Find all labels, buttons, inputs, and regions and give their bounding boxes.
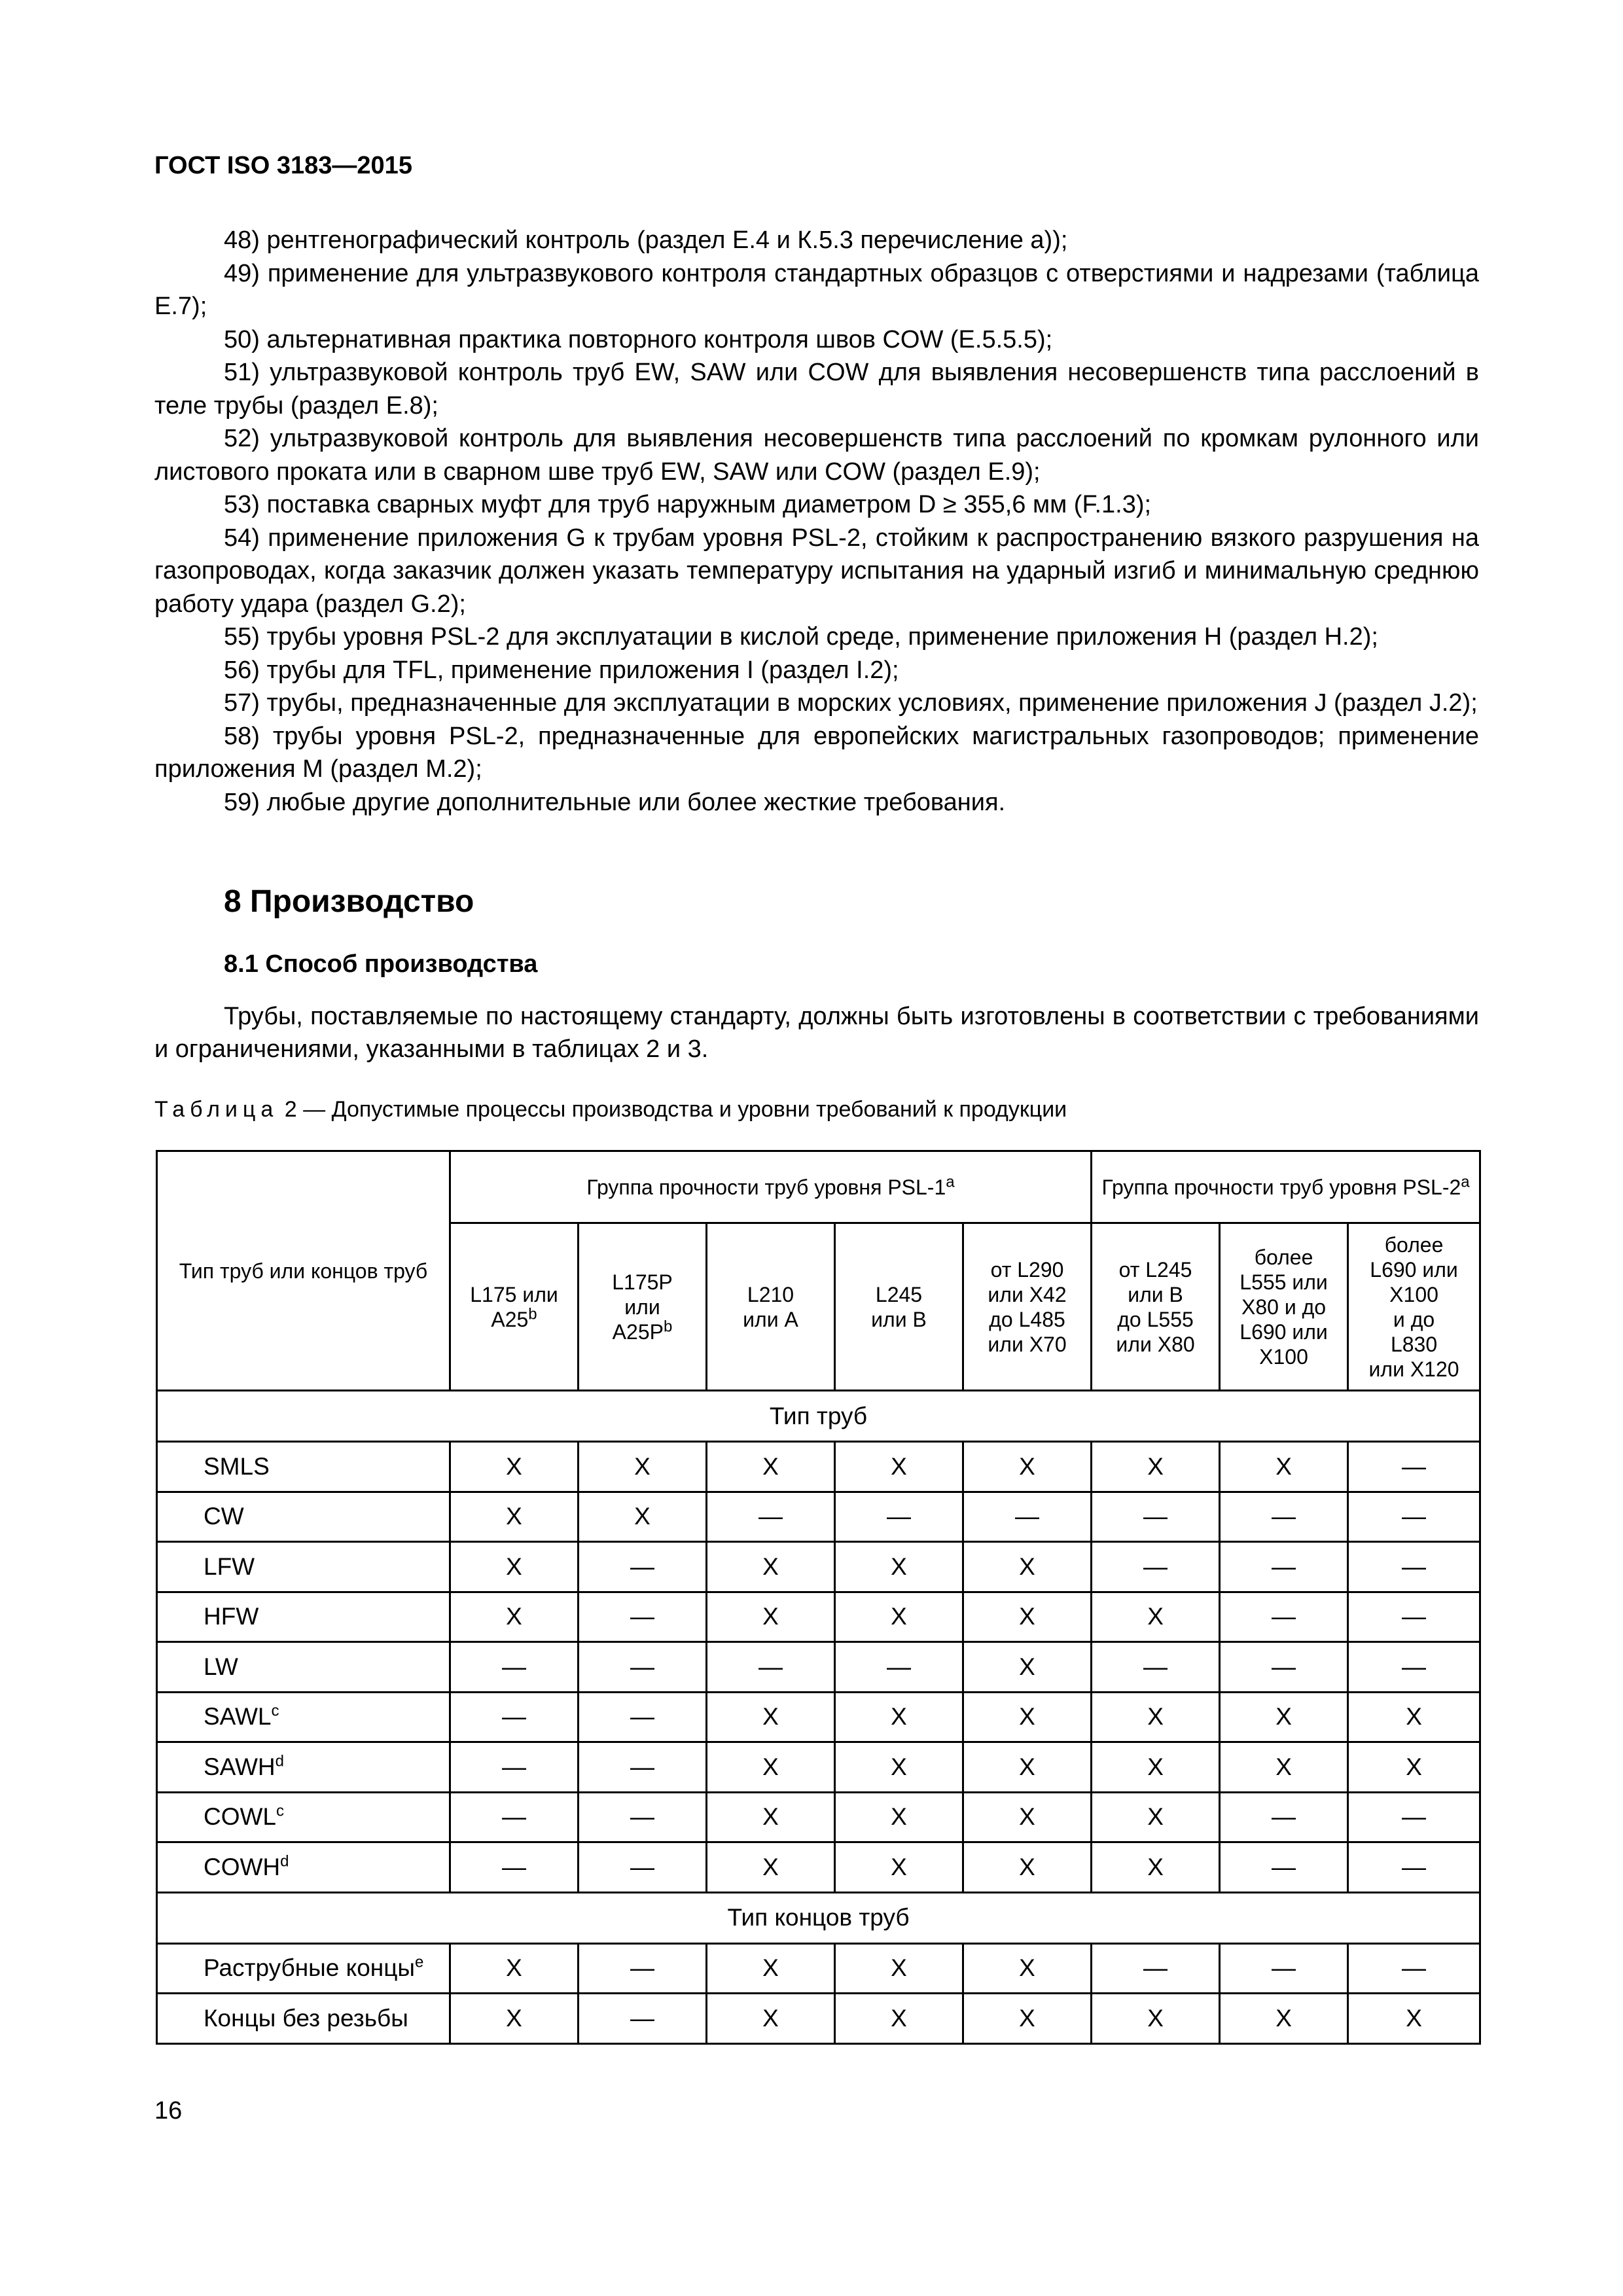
table-cell: — bbox=[1348, 1792, 1480, 1842]
table-cell: X bbox=[1092, 1592, 1220, 1642]
table-caption bbox=[154, 1097, 1067, 1122]
table-cell: — bbox=[835, 1642, 963, 1693]
column-header-line: или X42 bbox=[988, 1282, 1067, 1306]
column-header-line: L555 или bbox=[1240, 1270, 1328, 1294]
table-cell: X bbox=[963, 1792, 1092, 1842]
table-cell: X bbox=[450, 1592, 579, 1642]
table-cell: X bbox=[835, 1943, 963, 1994]
table-cell: — bbox=[450, 1842, 579, 1893]
table-cell: — bbox=[579, 1742, 707, 1793]
strength-column-header bbox=[707, 1223, 835, 1391]
table-cell: X bbox=[963, 1943, 1092, 1994]
table-cell: — bbox=[579, 1592, 707, 1642]
row-footnote: c bbox=[271, 1702, 279, 1720]
footnote-a: a bbox=[946, 1172, 955, 1191]
table-cell: X bbox=[963, 1642, 1092, 1693]
table-cell: — bbox=[1348, 1592, 1480, 1642]
table-row bbox=[157, 1692, 1480, 1742]
list-item: 53) поставка сварных муфт для труб наружным диаметром D ≥ 355,6 мм (F.1.3); bbox=[224, 491, 1152, 518]
table-cell: X bbox=[1348, 1692, 1480, 1742]
table-cell: X bbox=[707, 1792, 835, 1842]
document-header: ГОСТ ISO 3183—2015 bbox=[154, 152, 412, 179]
list-item: 57) трубы, предназначенные для эксплуатации в морских условиях, применение приложения J (раздел J.2); bbox=[224, 689, 1478, 717]
table-cell: — bbox=[1348, 1842, 1480, 1893]
table-row bbox=[157, 1642, 1480, 1693]
row-name-cell: SAWL$^c$ bbox=[157, 1692, 450, 1742]
row-name-cell: COWH$^d$ bbox=[157, 1842, 450, 1893]
column-header-line: или X80 bbox=[1116, 1332, 1195, 1356]
table-cell: X bbox=[450, 1994, 579, 2044]
table-cell: X bbox=[835, 1742, 963, 1793]
table-cell: X bbox=[1220, 1742, 1348, 1793]
table-cell: — bbox=[1220, 1792, 1348, 1842]
table-row bbox=[157, 1994, 1480, 2044]
table-cell: X bbox=[1092, 1792, 1220, 1842]
table-cell: — bbox=[1092, 1492, 1220, 1542]
table-cell: X bbox=[835, 1792, 963, 1842]
table-cell: — bbox=[1220, 1542, 1348, 1592]
table-cell: X bbox=[1348, 1994, 1480, 2044]
column-header-line: L690 или bbox=[1240, 1319, 1328, 1344]
table-group-row: Тип концов труб bbox=[157, 1892, 1480, 1943]
table-cell: — bbox=[450, 1692, 579, 1742]
column-header-line: или bbox=[624, 1295, 660, 1319]
table-cell: — bbox=[450, 1742, 579, 1793]
psl2-group-header bbox=[1092, 1151, 1480, 1223]
table-cell: X bbox=[450, 1943, 579, 1994]
table-row bbox=[157, 1592, 1480, 1642]
table-cell: X bbox=[1092, 1692, 1220, 1742]
strength-column-header bbox=[1092, 1223, 1220, 1391]
table-row bbox=[157, 1943, 1480, 1994]
column-header-line: X100 bbox=[1389, 1282, 1438, 1306]
column-header-line: до L485 bbox=[989, 1307, 1065, 1331]
table-cell: — bbox=[1220, 1492, 1348, 1542]
list-item: 56) трубы для TFL, применение приложения I (раздел I.2); bbox=[224, 656, 899, 684]
strength-column-header bbox=[1220, 1223, 1348, 1391]
column-header-line: $A25P^b$ bbox=[612, 1317, 673, 1344]
table-cell: X bbox=[835, 1442, 963, 1492]
psl1-group-header bbox=[450, 1151, 1092, 1223]
table-cell: X bbox=[963, 1842, 1092, 1893]
table-cell: — bbox=[1220, 1592, 1348, 1642]
column-header-line: L830 bbox=[1390, 1332, 1438, 1356]
table-cell: — bbox=[1220, 1642, 1348, 1693]
column-header-line: более bbox=[1254, 1245, 1313, 1269]
table-row bbox=[157, 1792, 1480, 1842]
list-item: 52) ультразвуковой контроль для выявления несовершенств типа расслоений по кромкам рулонного или листового проката или в сварном шве труб EW, SAW или COW (раздел Е.9); bbox=[154, 425, 1479, 486]
table-cell: — bbox=[579, 1943, 707, 1994]
strength-column-header bbox=[835, 1223, 963, 1391]
row-name-cell: Раструбные концы$^e$ bbox=[157, 1943, 450, 1994]
table-cell: X bbox=[1220, 1692, 1348, 1742]
table-cell: — bbox=[1220, 1842, 1348, 1893]
table-cell: X bbox=[1092, 1742, 1220, 1793]
table-cell: — bbox=[1348, 1492, 1480, 1542]
table-cell: X bbox=[963, 1994, 1092, 2044]
table-cell: — bbox=[450, 1642, 579, 1693]
column-header-line: или B bbox=[1128, 1282, 1183, 1306]
table-cell: X bbox=[707, 1592, 835, 1642]
table-cell: — bbox=[707, 1642, 835, 1693]
table-cell: — bbox=[1348, 1442, 1480, 1492]
column-header-line: или B bbox=[871, 1307, 927, 1331]
intro-paragraph: Трубы, поставляемые по настоящему стандарту, должны быть изготовлены в соответствии с требованиями и ограничениями, указанными в таблицах 2 и 3. bbox=[154, 1003, 1479, 1063]
table-cell: X bbox=[1092, 1994, 1220, 2044]
table-cell: X bbox=[707, 1994, 835, 2044]
table-cell: X bbox=[450, 1442, 579, 1492]
table-cell: — bbox=[835, 1492, 963, 1542]
table-cell: X bbox=[835, 1692, 963, 1742]
table-cell: X bbox=[707, 1742, 835, 1793]
row-footnote: e bbox=[415, 1953, 424, 1971]
page-number: 16 bbox=[154, 2097, 183, 2125]
row-footnote: c bbox=[276, 1802, 284, 1820]
row-name-cell: LFW bbox=[157, 1542, 450, 1592]
table-row bbox=[157, 1742, 1480, 1793]
list-item: 54) применение приложения G к трубам уровня PSL-2, стойким к распространению вязкого разрушения на газопроводах, когда заказчик должен указать температуру испытания на ударный изгиб и минимальную среднюю работу удара (раздел G.2); bbox=[154, 524, 1479, 618]
row-footnote: d bbox=[275, 1752, 284, 1770]
requirements-list bbox=[154, 224, 1479, 819]
table-cell: — bbox=[1092, 1943, 1220, 1994]
column-header-line: X80 и до bbox=[1241, 1295, 1327, 1319]
column-header-line: или X120 bbox=[1368, 1357, 1459, 1381]
column-header-line: L245 bbox=[875, 1282, 923, 1306]
table-cell: X bbox=[1220, 1994, 1348, 2044]
list-item: 59) любые другие дополнительные или более жесткие требования. bbox=[224, 788, 1006, 816]
table-cell: — bbox=[579, 1642, 707, 1693]
table-caption-label: Таблица bbox=[154, 1097, 279, 1122]
table-row bbox=[157, 1542, 1480, 1592]
table-group-row: Тип труб bbox=[157, 1391, 1480, 1442]
table-cell: X bbox=[963, 1592, 1092, 1642]
table-cell: — bbox=[963, 1492, 1092, 1542]
table-cell: X bbox=[579, 1492, 707, 1542]
column-header-line: L175 или bbox=[470, 1282, 558, 1306]
table-cell: — bbox=[1348, 1943, 1480, 1994]
column-header-line: или A bbox=[743, 1307, 798, 1331]
table-cell: X bbox=[450, 1492, 579, 1542]
strength-column-header bbox=[450, 1223, 579, 1391]
list-item: 49) применение для ультразвукового контроля стандартных образцов с отверстиями и надрезами (таблица Е.7); bbox=[154, 259, 1479, 320]
table-cell: X bbox=[1092, 1442, 1220, 1492]
row-header-text: Тип труб или концов труб bbox=[179, 1259, 428, 1283]
subsection-title: 8.1 Способ производства bbox=[224, 950, 538, 978]
table-cell: X bbox=[835, 1842, 963, 1893]
table-cell: — bbox=[579, 1842, 707, 1893]
row-name-cell: SMLS bbox=[157, 1442, 450, 1492]
list-item: 50) альтернативная практика повторного контроля швов COW (E.5.5.5); bbox=[224, 325, 1053, 353]
table-cell: X bbox=[707, 1442, 835, 1492]
row-name-cell: CW bbox=[157, 1492, 450, 1542]
table-row bbox=[157, 1842, 1480, 1893]
table-cell: X bbox=[707, 1943, 835, 1994]
column-header-line: A25$^b$ bbox=[491, 1304, 537, 1331]
table-cell: — bbox=[579, 1692, 707, 1742]
column-header-line: L175P bbox=[612, 1270, 673, 1294]
strength-column-header bbox=[579, 1223, 707, 1391]
list-item: 48) рентгенографический контроль (раздел Е.4 и К.5.3 перечисление а)); bbox=[224, 226, 1068, 254]
strength-column-header bbox=[1348, 1223, 1480, 1391]
psl2-group-text: Группа прочности труб уровня PSL-2 bbox=[1101, 1175, 1461, 1199]
column-header-line: или X70 bbox=[988, 1332, 1067, 1356]
production-table bbox=[156, 1150, 1481, 2045]
list-item: 58) трубы уровня PSL-2, предназначенные для европейских магистральных газопроводов; применение приложения М (раздел М.2); bbox=[154, 722, 1479, 783]
table-cell: X bbox=[1348, 1742, 1480, 1793]
column-header-line: L210 bbox=[747, 1282, 794, 1306]
strength-column-header bbox=[963, 1223, 1092, 1391]
table-cell: X bbox=[835, 1542, 963, 1592]
table-cell: X bbox=[963, 1692, 1092, 1742]
column-header-line: L690 или bbox=[1370, 1257, 1458, 1282]
list-item: 51) ультразвуковой контроль труб EW, SAW или COW для выявления несовершенств типа расслоений в теле трубы (раздел Е.8); bbox=[154, 359, 1479, 420]
table-cell: X bbox=[963, 1542, 1092, 1592]
table-cell: — bbox=[1348, 1642, 1480, 1693]
list-item: 55) трубы уровня PSL-2 для эксплуатации в кислой среде, применение приложения Н (раздел Н.2); bbox=[224, 623, 1378, 651]
column-header-line: более bbox=[1384, 1232, 1444, 1257]
table-cell: — bbox=[1220, 1943, 1348, 1994]
row-name-cell: SAWH$^d$ bbox=[157, 1742, 450, 1793]
table-cell: X bbox=[963, 1742, 1092, 1793]
table-cell: X bbox=[1220, 1442, 1348, 1492]
table-cell: X bbox=[707, 1692, 835, 1742]
footnote-a: a bbox=[1461, 1172, 1470, 1191]
table-cell: — bbox=[579, 1542, 707, 1592]
table-caption-text: 2 — Допустимые процессы производства и уровни требований к продукции bbox=[284, 1097, 1067, 1122]
table-cell: — bbox=[1348, 1542, 1480, 1592]
table-cell: X bbox=[707, 1842, 835, 1893]
table-row bbox=[157, 1442, 1480, 1492]
column-footnote: b bbox=[663, 1317, 673, 1335]
section-intro bbox=[154, 1000, 1479, 1066]
column-header-line: X100 bbox=[1259, 1344, 1308, 1369]
table-row bbox=[157, 1492, 1480, 1542]
psl1-group-text: Группа прочности труб уровня PSL-1 bbox=[586, 1175, 946, 1199]
row-name-cell: HFW bbox=[157, 1592, 450, 1642]
table-cell: X bbox=[963, 1442, 1092, 1492]
table-cell: X bbox=[579, 1442, 707, 1492]
column-header-line: до L555 bbox=[1117, 1307, 1194, 1331]
table-cell: — bbox=[579, 1792, 707, 1842]
column-header-line: и до bbox=[1393, 1307, 1435, 1331]
table-cell: — bbox=[450, 1792, 579, 1842]
section-title: 8 Производство bbox=[224, 884, 474, 919]
column-footnote: b bbox=[528, 1304, 537, 1323]
table-cell: X bbox=[835, 1592, 963, 1642]
table-cell: X bbox=[835, 1994, 963, 2044]
table-cell: X bbox=[1092, 1842, 1220, 1893]
row-name-cell: COWL$^c$ bbox=[157, 1792, 450, 1842]
table-cell: — bbox=[1092, 1542, 1220, 1592]
row-name-cell: LW bbox=[157, 1642, 450, 1693]
table-cell: — bbox=[579, 1994, 707, 2044]
row-name-cell: Концы без резьбы bbox=[157, 1994, 450, 2044]
column-header-line: от L245 bbox=[1118, 1257, 1192, 1282]
table-cell: — bbox=[1092, 1642, 1220, 1693]
table-cell: X bbox=[450, 1542, 579, 1592]
table-cell: — bbox=[707, 1492, 835, 1542]
row-header-cell bbox=[157, 1151, 450, 1391]
column-header-line: от L290 bbox=[990, 1257, 1064, 1282]
table-cell: X bbox=[707, 1542, 835, 1592]
row-footnote: d bbox=[280, 1852, 289, 1871]
